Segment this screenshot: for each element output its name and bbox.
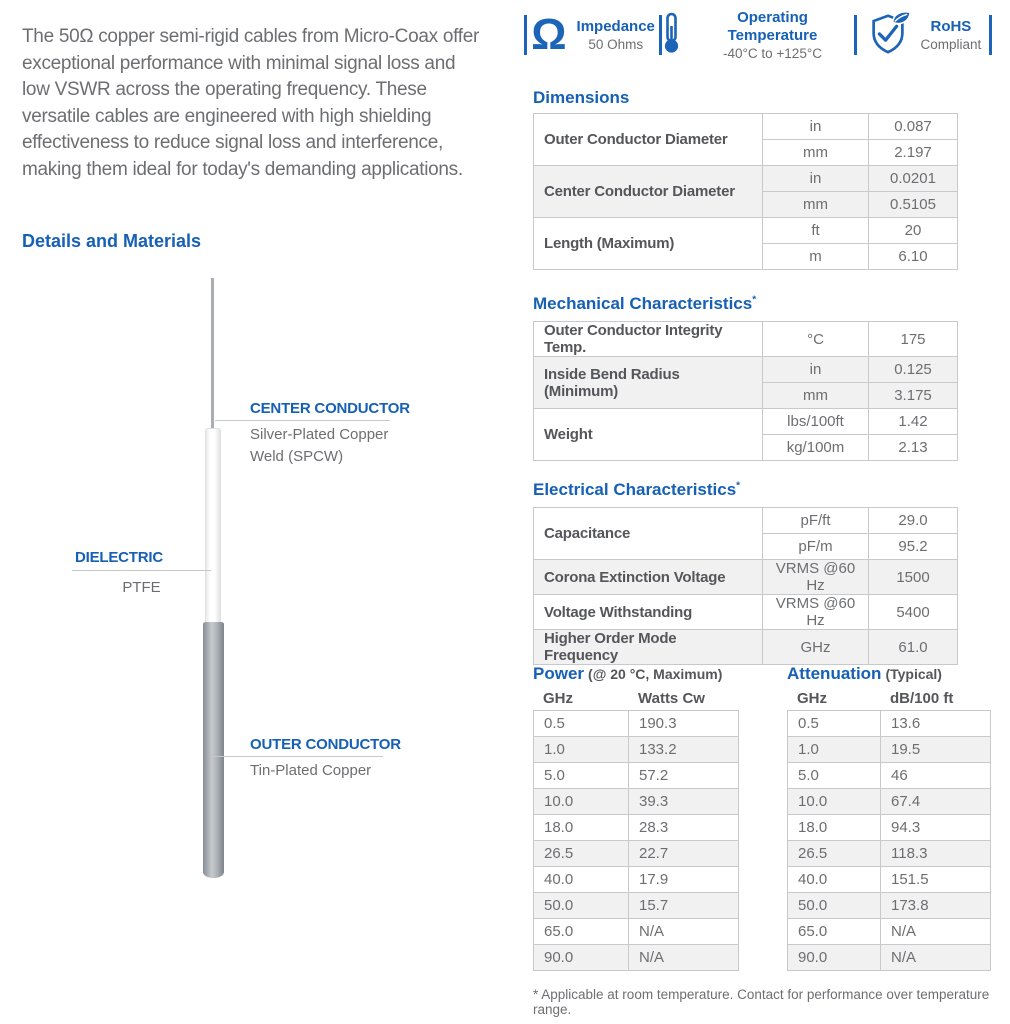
badge-divider	[989, 15, 992, 55]
operating-temperature-badge	[662, 9, 854, 62]
spec-unit: in	[763, 357, 869, 383]
spec-value: 2.13	[869, 435, 958, 461]
spec-label: Weight	[534, 409, 763, 461]
power-table: 0.5 190.3 1.0 133.2 5.0 57.2 10.0 39.3 18.0 28.3 26.5 22.7 40.0 17.9 50.0 15.7 65.0 N/A 90.0 N/A	[533, 710, 739, 971]
spec-label: Voltage Withstanding	[534, 595, 763, 630]
spec-label: Length (Maximum)	[534, 218, 763, 270]
feature-badges	[524, 8, 992, 61]
impedance-value: 50 Ohms	[588, 36, 644, 52]
spec-unit: VRMS @60 Hz	[763, 595, 869, 630]
outer-conductor-leader-line	[214, 756, 383, 757]
spec-label: Capacitance	[534, 508, 763, 560]
dimensions-heading: Dimensions	[533, 88, 630, 107]
center-conductor-rod	[211, 278, 214, 429]
impedance-title: Impedance	[576, 17, 655, 35]
spec-label: Center Conductor Diameter	[534, 166, 763, 218]
spec-value: 5400	[869, 595, 958, 630]
spec-label: Higher Order Mode Frequency	[534, 630, 763, 665]
mechanical-table	[533, 321, 958, 461]
spec-value: 29.0	[869, 508, 958, 534]
attenuation-table: 0.5 13.6 1.0 19.5 5.0 46 10.0 67.4 18.0 94.3 26.5 118.3 40.0 151.5 50.0 173.8 65.0 N/A 90.0 N/A	[787, 710, 991, 971]
details-materials-heading: Details and Materials	[22, 231, 202, 251]
intro-paragraph: The 50Ω copper semi-rigid cables from Micro-Coax offer exceptional performance with minimal signal loss and low VSWR across the operating frequency. These versatile cables are engineered with high shielding effectiveness to reduce signal loss and interference, making them ideal for today's demanding applications.	[22, 26, 479, 180]
shield-leaf-icon	[865, 10, 911, 61]
outer-conductor-label: OUTER CONDUCTOR	[250, 736, 401, 753]
spec-unit: in	[763, 166, 869, 192]
spec-value: 0.5105	[869, 192, 958, 218]
spec-label: Outer Conductor Diameter	[534, 114, 763, 166]
attenuation-heading: Attenuation (Typical)	[787, 664, 942, 683]
rohs-title: RoHS	[930, 17, 972, 35]
spec-value: 95.2	[869, 534, 958, 560]
spec-unit: pF/ft	[763, 508, 869, 534]
spec-unit: mm	[763, 383, 869, 409]
omega-icon: Ω	[531, 10, 567, 59]
spec-value: 61.0	[869, 630, 958, 665]
spec-unit: in	[763, 114, 869, 140]
spec-value: 175	[869, 322, 958, 357]
spec-unit: mm	[763, 140, 869, 166]
power-heading: Power (@ 20 °C, Maximum)	[533, 664, 723, 683]
spec-unit: ft	[763, 218, 869, 244]
spec-value: 20	[869, 218, 958, 244]
spec-value: 0.087	[869, 114, 958, 140]
spec-unit: GHz	[763, 630, 869, 665]
spec-unit: mm	[763, 192, 869, 218]
spec-label: Corona Extinction Voltage	[534, 560, 763, 595]
spec-value: 2.197	[869, 140, 958, 166]
electrical-heading: Electrical Characteristics*	[533, 480, 741, 499]
center-conductor-leader-line	[215, 420, 390, 421]
power-column-headers: GHz Watts Cw	[543, 690, 705, 707]
dielectric-label: DIELECTRIC	[75, 549, 164, 566]
spec-value: 1500	[869, 560, 958, 595]
spec-label: Inside Bend Radius (Minimum)	[534, 357, 763, 409]
spec-value: 6.10	[869, 244, 958, 270]
impedance-badge	[527, 10, 659, 59]
center-conductor-material: Silver-Plated Copper Weld (SPCW)	[250, 426, 389, 465]
dielectric-leader-line	[72, 570, 211, 571]
outer-conductor-rod	[203, 622, 224, 878]
spec-label: Outer Conductor Integrity Temp.	[534, 322, 763, 357]
operating-temperature-title: Operating Temperature	[727, 8, 818, 44]
rohs-badge	[857, 10, 989, 61]
spec-unit: °C	[763, 322, 869, 357]
center-conductor-label: CENTER CONDUCTOR	[250, 400, 410, 417]
spec-unit: m	[763, 244, 869, 270]
spec-unit: pF/m	[763, 534, 869, 560]
spec-unit: kg/100m	[763, 435, 869, 461]
footnote: * Applicable at room temperature. Contact for performance over temperature range.	[533, 987, 990, 1017]
attenuation-column-headers: GHz dB/100 ft	[797, 690, 954, 707]
spec-unit: lbs/100ft	[763, 409, 869, 435]
dielectric-material: PTFE	[122, 579, 161, 596]
spec-value: 0.0201	[869, 166, 958, 192]
spec-value: 0.125	[869, 357, 958, 383]
outer-conductor-material: Tin-Plated Copper	[250, 762, 372, 779]
spec-value: 1.42	[869, 409, 958, 435]
rohs-value: Compliant	[920, 36, 982, 52]
operating-temperature-value: -40°C to +125°C	[723, 45, 822, 61]
spec-unit: VRMS @60 Hz	[763, 560, 869, 595]
electrical-table	[533, 507, 958, 665]
thermometer-icon	[662, 12, 681, 59]
mechanical-heading: Mechanical Characteristics*	[533, 294, 757, 313]
spec-value: 3.175	[869, 383, 958, 409]
dimensions-table	[533, 113, 958, 270]
